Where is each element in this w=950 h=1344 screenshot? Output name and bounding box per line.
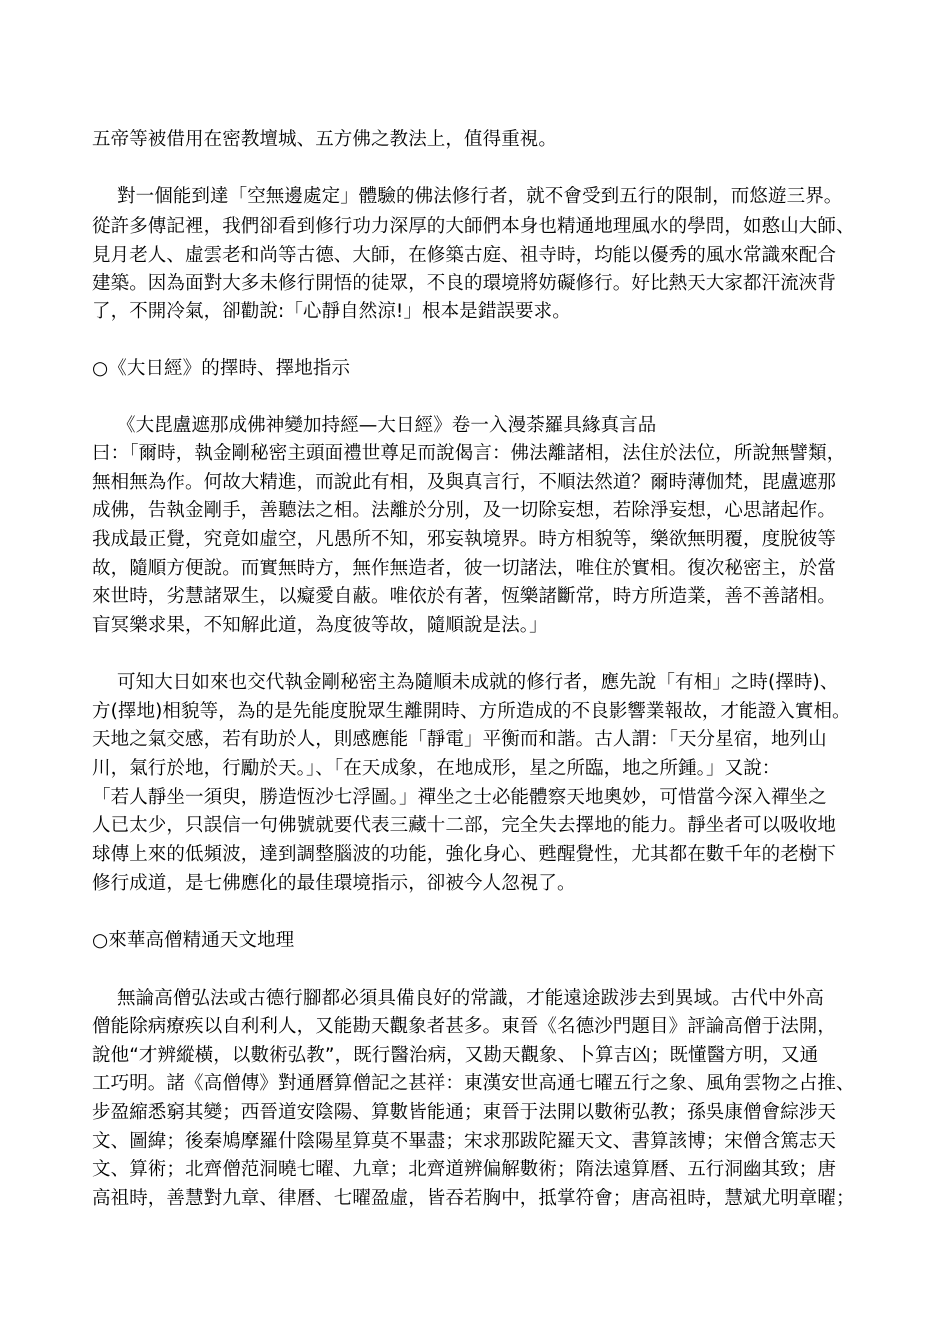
text-line: 成佛，告執金剛手，善聽法之相。法離於分別，及一切除妄想，若除淨妄想，心思諸起作。 xyxy=(92,500,837,521)
text-line: 《大毘盧遮那成佛神變加持經—大日經》卷一入漫荼羅具緣真言品 xyxy=(117,415,657,436)
text-line: 工巧明。諸《高僧傳》對通曆算僧記之甚祥：東漢安世高通七曜五行之象、風角雲物之占推、 xyxy=(92,1073,855,1094)
text-line: 來世時，劣慧諸眾生，以癡愛自蔽。唯依於有著，恆樂諸斷常，時方所造業，善不善諸相。 xyxy=(92,586,837,607)
text-line: 建築。因為面對大多未修行開悟的徒眾，不良的環境將妨礙修行。好比熱天大家都汗流浹背 xyxy=(92,273,837,294)
text-line: 五帝等被借用在密教壇城、五方佛之教法上，值得重視。 xyxy=(92,129,558,150)
text-line: 方(擇地)相貌等，為的是先能度脫眾生離開時、方所造成的不良影響業報故，才能證入實相。 xyxy=(92,701,851,722)
text-line: 故，隨順方便說。而實無時方，無作無造者，彼一切諸法，唯住於實相。復次秘密主，於當 xyxy=(92,558,837,579)
section-heading: ○《大日經》的擇時、擇地指示 xyxy=(92,358,351,379)
text-line: 修行成道，是七佛應化的最佳環境指示，卻被今人忽視了。 xyxy=(92,873,576,894)
text-line: 文、算術；北齊僧范洞曉七曜、九章；北齊道辨偏解數術；隋法遠算曆、五行洞幽其致；唐 xyxy=(92,1159,837,1180)
text-line: 文、圖緯；後秦鳩摩羅什陰陽星算莫不畢盡；宋求那跋陀羅天文、書算該博；宋僧含篤志天 xyxy=(92,1131,837,1152)
text-line: 可知大日如來也交代執金剛秘密主為隨順未成就的修行者，應先說「有相」之時(擇時)、 xyxy=(117,672,839,693)
text-line: 「若人靜坐一須臾，勝造恆沙七浮圖。」禪坐之士必能體察天地奧妙，可惜當今深入禪坐之 xyxy=(92,787,827,808)
section-heading: ○來華高僧精通天文地理 xyxy=(92,930,295,951)
text-line: 川，氣行於地，行勵於天。」、「在天成象，在地成形，星之所臨，地之所鍾。」又說： xyxy=(92,758,781,779)
text-line: 了，不開冷氣，卻勸說:「心靜自然涼!」根本是錯誤要求。 xyxy=(92,301,571,322)
text-line: 人已太少，只誤信一句佛號就要代表三藏十二部，完全失去擇地的能力。靜坐者可以吸收地 xyxy=(92,815,837,836)
text-line: 盲冥樂求果，不知解此道，為度彼等故，隨順說是法。」 xyxy=(92,615,548,636)
text-line: 高祖時，善慧對九章、律曆、七曜盈虛，皆吞若胸中，抵掌符會；唐高祖時，慧斌尤明章曜； xyxy=(92,1188,855,1209)
text-line: 說他“才辨縱橫，以數術弘教”，既行醫治病，又勘天觀象、卜算吉凶；既懂醫方明，又通 xyxy=(92,1045,819,1066)
text-line: 曰：「爾時，執金剛秘密主頭面禮世尊足而說偈言：佛法離諸相，法住於法位，所說無譬類， xyxy=(92,443,846,464)
text-line: 球傳上來的低頻波，達到調整腦波的功能，強化身心、甦醒覺性，尤其都在數千年的老樹下 xyxy=(92,844,837,865)
text-line: 對一個能到達「空無邊處定」體驗的佛法修行者，就不會受到五行的限制，而悠遊三界。 xyxy=(117,186,843,207)
text-line: 僧能除病療疾以自利利人，又能勘天觀象者甚多。東晉《名德沙門題目》評論高僧于法開， xyxy=(92,1016,837,1037)
text-line: 步盈縮悉窮其變；西晉道安陰陽、算數皆能通；東晉于法開以數術弘教；孫吳康僧會綜涉天 xyxy=(92,1102,837,1123)
text-line: 天地之氣交感，若有助於人，則感應能「靜電」平衡而和諧。古人謂：「天分星宿，地列山 xyxy=(92,729,827,750)
text-line: 無論高僧弘法或古德行腳都必須具備良好的常識，才能遠途跋涉去到異域。古代中外高 xyxy=(117,988,824,1009)
text-line: 我成最正覺，究竟如虛空，凡愚所不知，邪妄執境界。時方相貌等，樂欲無明覆，度脫彼等 xyxy=(92,529,837,550)
text-line: 從許多傳記裡，我們卻看到修行功力深厚的大師們本身也精通地理風水的學問，如憨山大師、 xyxy=(92,216,855,237)
text-line: 見月老人、虛雲老和尚等古德、大師，在修築古庭、祖寺時，均能以優秀的風水常識來配合 xyxy=(92,245,837,266)
text-line: 無相無為作。何故大精進，而說此有相，及與真言行，不順法然道？爾時薄伽梵，毘盧遮那 xyxy=(92,472,837,493)
